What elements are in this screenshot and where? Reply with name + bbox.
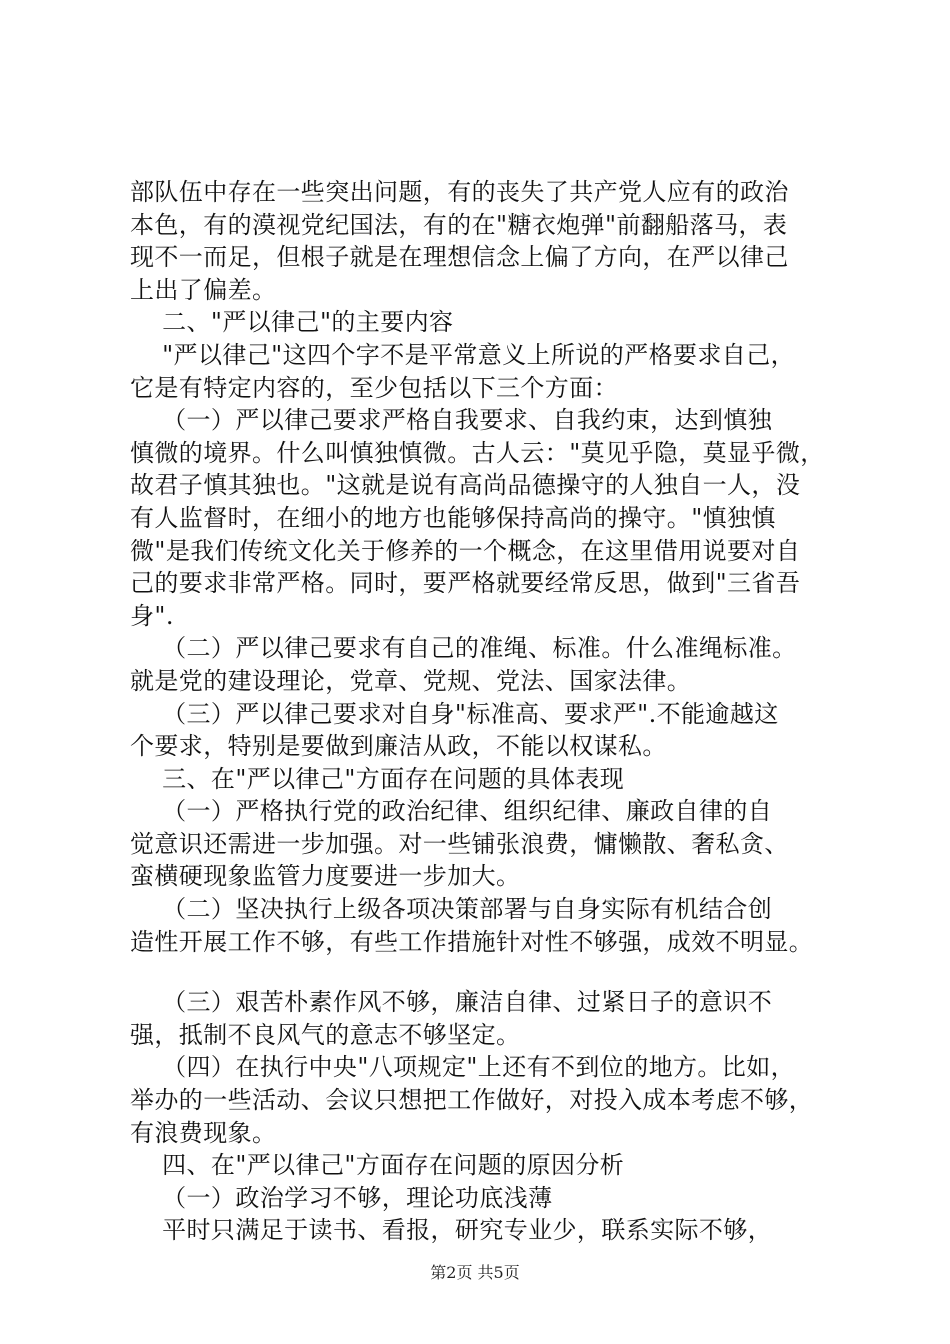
text-line: 上出了偏差。 bbox=[130, 275, 277, 304]
text-line: 强，抵制不良风气的意志不够坚定。 bbox=[130, 1020, 521, 1049]
paragraph-gap bbox=[130, 958, 856, 986]
text-line: （一）严以律己要求严格自我要求、自我约束，达到慎独 bbox=[130, 406, 773, 435]
text-line: 慎微的境界。什么叫慎独慎微。古人云："莫见乎隐，莫显乎微， bbox=[130, 438, 825, 467]
document-body bbox=[130, 176, 856, 1247]
text-line: 故君子慎其独也。"这就是说有高尚品德操守的人独自一人，没 bbox=[130, 471, 801, 500]
text-line: 有人监督时，在细小的地方也能够保持高尚的操守。"慎独慎 bbox=[130, 503, 776, 532]
text-line: "严以律己"这四个字不是平常意义上所说的严格要求自己， bbox=[130, 340, 795, 369]
text-line: 造性开展工作不够，有些工作措施针对性不够强，成效不明显。 bbox=[130, 927, 814, 956]
text-line: 现不一而足，但根子就是在理想信念上偏了方向，在严以律己 bbox=[130, 243, 789, 272]
text-line: 个要求，特别是要做到廉洁从政，不能以权谋私。 bbox=[130, 732, 667, 761]
text-line: 它是有特定内容的，至少包括以下三个方面： bbox=[130, 373, 618, 402]
text-line: 就是党的建设理论，党章、党规、党法、国家法律。 bbox=[130, 666, 692, 695]
text-line: 二、"严以律己"的主要内容 bbox=[130, 308, 454, 337]
page-footer: 第2页 共5页 bbox=[430, 1263, 520, 1282]
text-line: 觉意识还需进一步加强。对一些铺张浪费，慵懒散、奢私贪、 bbox=[130, 829, 789, 858]
text-line: （一）政治学习不够，理论功底浅薄 bbox=[130, 1183, 553, 1212]
text-line: 四、在"严以律己"方面存在问题的原因分析 bbox=[130, 1151, 625, 1180]
text-line: （三）艰苦朴素作风不够，廉洁自律、过紧日子的意识不 bbox=[130, 988, 773, 1017]
text-block-second bbox=[130, 986, 856, 1247]
text-line: 平时只满足于读书、看报，研究专业少，联系实际不够， bbox=[130, 1216, 773, 1245]
text-line: 有浪费现象。 bbox=[130, 1118, 277, 1147]
text-line: （三）严以律己要求对自身"标准高、要求严".不能逾越这 bbox=[130, 699, 779, 728]
text-line: 微"是我们传统文化关于修养的一个概念，在这里借用说要对自 bbox=[130, 536, 801, 565]
text-line: 己的要求非常严格。同时，要严格就要经常反思，做到"三省吾 bbox=[130, 569, 801, 598]
text-line: （四）在执行中央"八项规定"上还有不到位的地方。比如， bbox=[130, 1053, 795, 1082]
text-line: 三、在"严以律己"方面存在问题的具体表现 bbox=[130, 764, 625, 793]
text-line: 蛮横硬现象监管力度要进一步加大。 bbox=[130, 862, 521, 891]
text-line: （二）坚决执行上级各项决策部署与自身实际有机结合创 bbox=[130, 895, 773, 924]
text-line: 本色，有的漠视党纪国法，有的在"糖衣炮弹"前翻船落马，表 bbox=[130, 210, 788, 239]
text-line: 举办的一些活动、会议只想把工作做好，对投入成本考虑不够， bbox=[130, 1086, 814, 1115]
text-block-first bbox=[130, 176, 856, 958]
text-line: 身". bbox=[130, 601, 174, 630]
text-line: （二）严以律己要求有自己的准绳、标准。什么准绳标准。 bbox=[130, 634, 797, 663]
text-line: （一）严格执行党的政治纪律、组织纪律、廉政自律的自 bbox=[130, 797, 773, 826]
text-line: 部队伍中存在一些突出问题，有的丧失了共产党人应有的政治 bbox=[130, 178, 789, 206]
